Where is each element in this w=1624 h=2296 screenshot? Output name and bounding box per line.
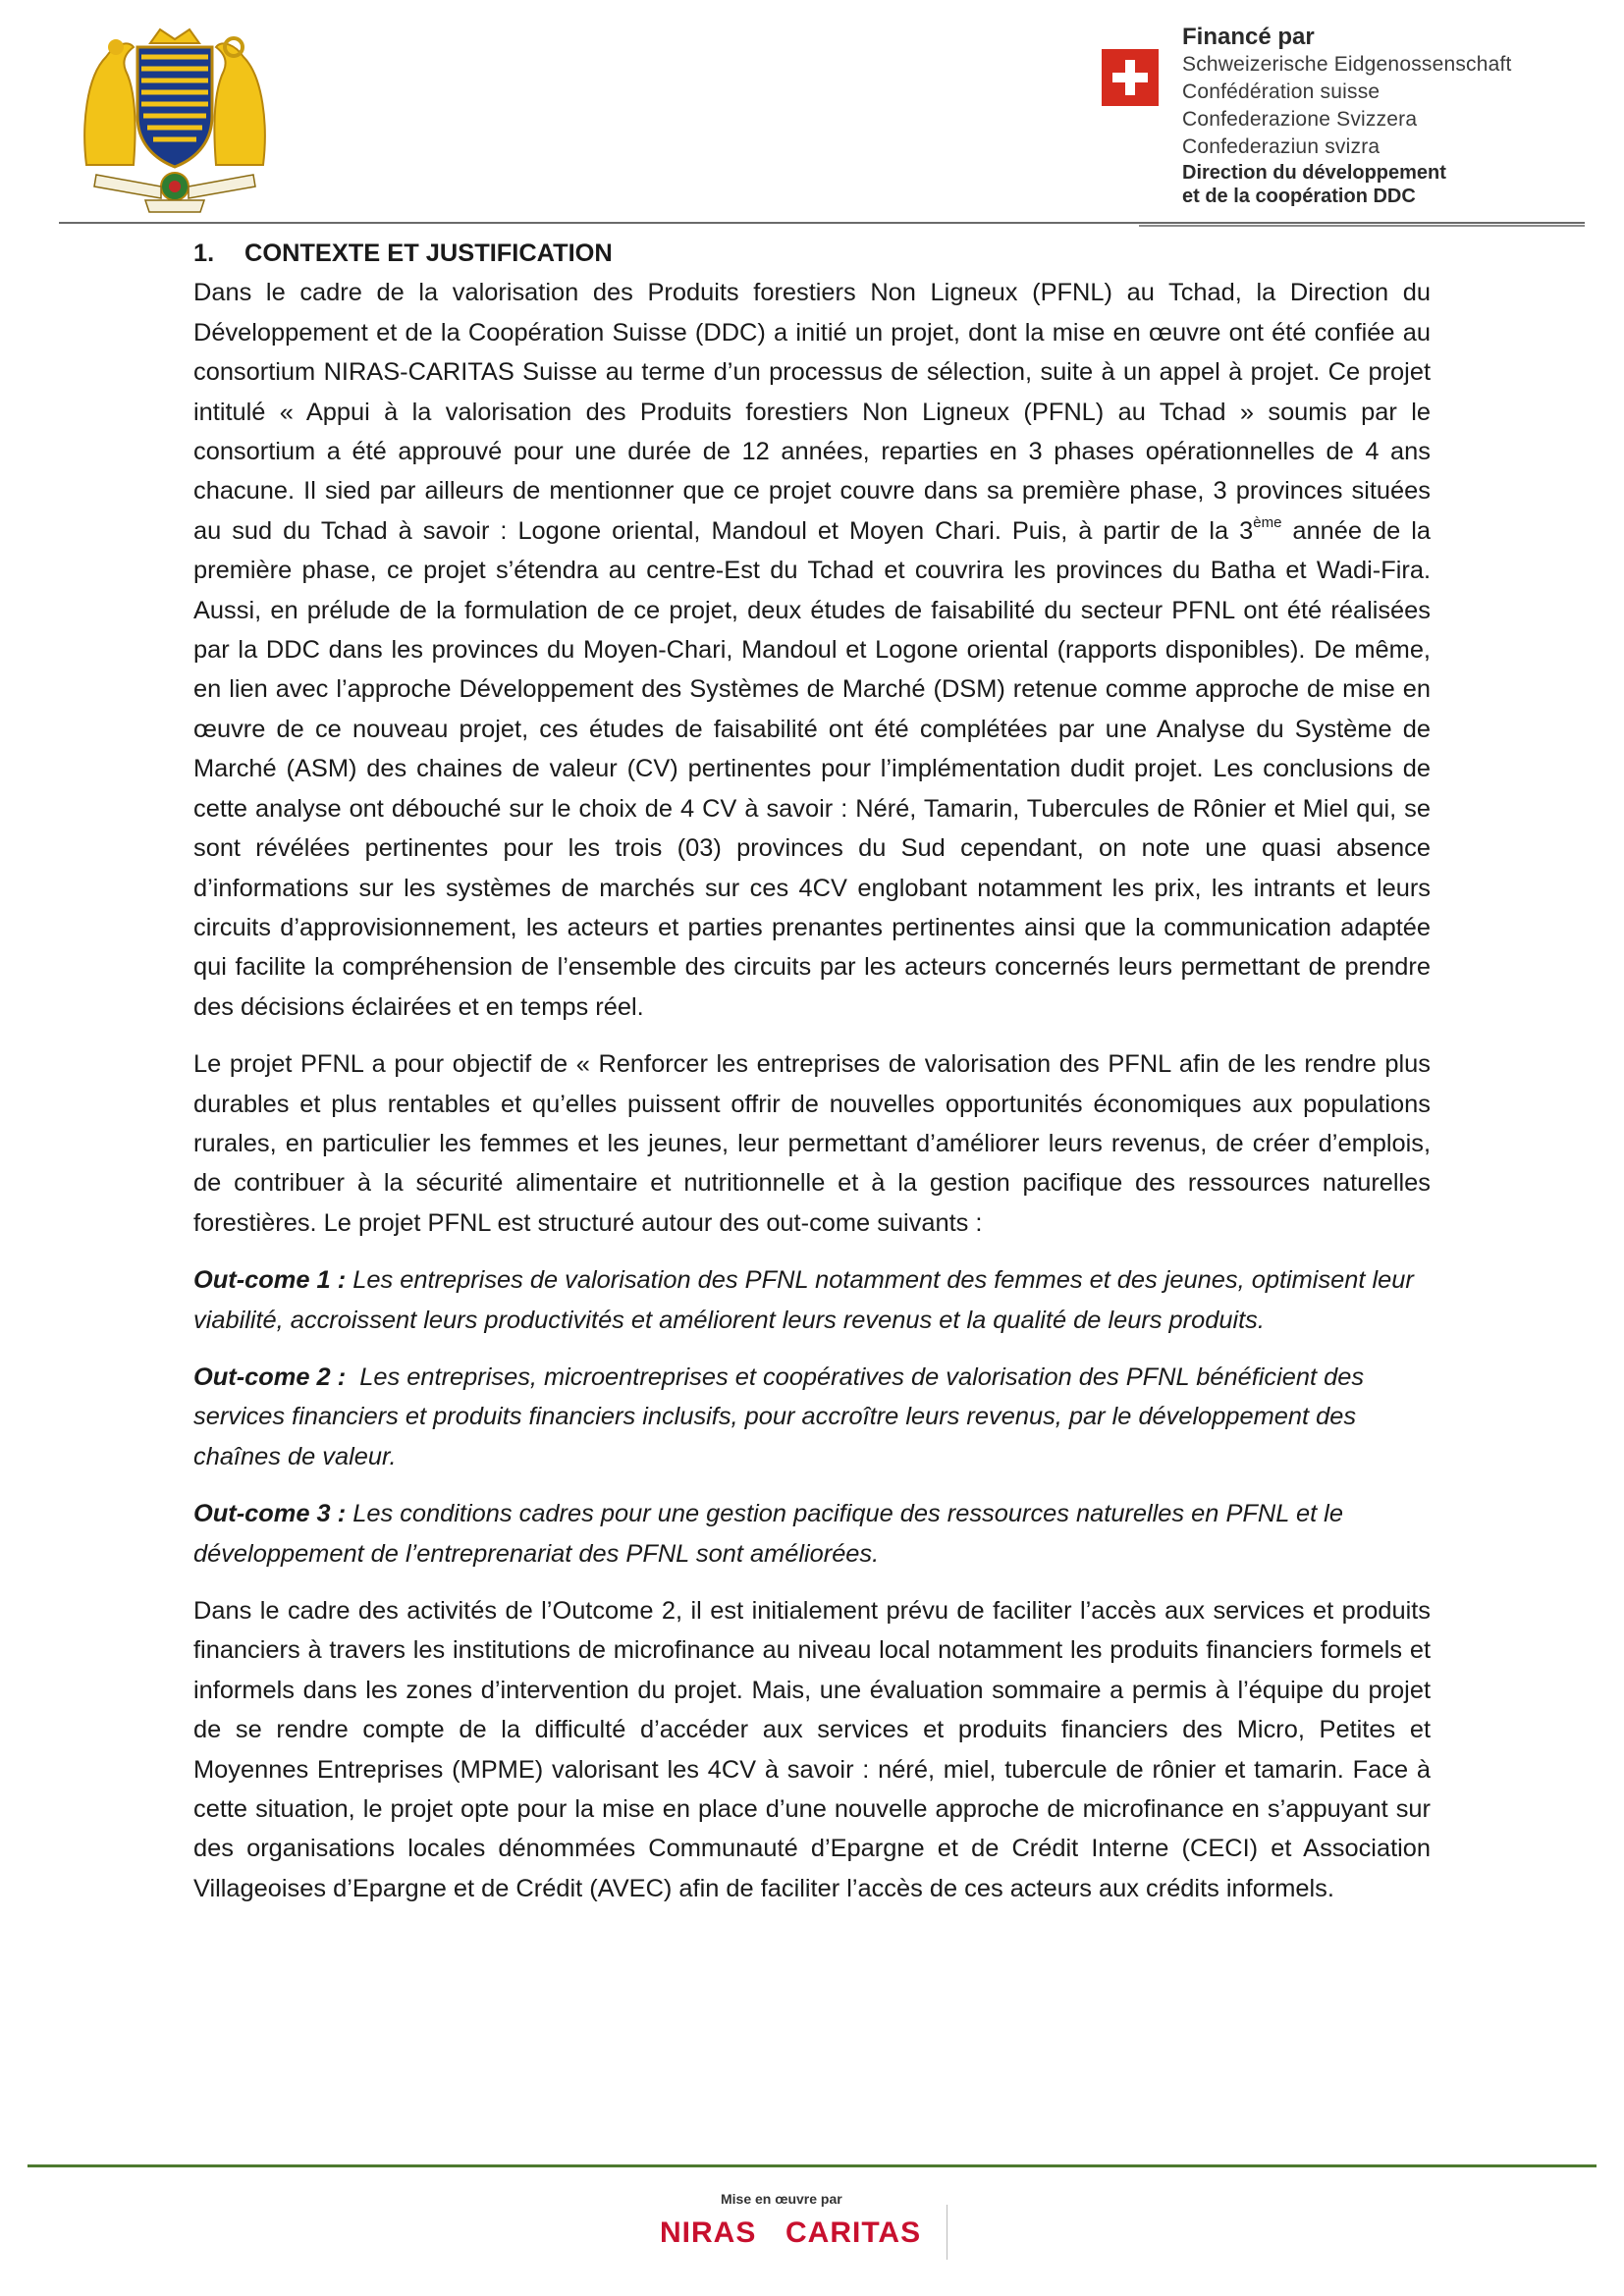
outcome-label: Out-come 2 : (193, 1362, 347, 1391)
niras-logo: NIRAS (660, 2216, 757, 2249)
superscript: ème (1253, 514, 1282, 532)
confederation-line: Confederazione Svizzera (1182, 108, 1418, 131)
outcome-text: Les conditions cadres pour une gestion pacifique des ressources naturelles en PFNL et le développement de l’entreprenariat des PFNL sont améliorées. (193, 1500, 1343, 1568)
header-divider (59, 222, 1585, 224)
outcome-item (193, 1494, 1431, 1574)
confederation-line: Schweizerische Eidgenossenschaft (1182, 53, 1512, 76)
caritas-logo: CARITAS (785, 2216, 922, 2249)
funded-by-label: Financé par (1182, 24, 1315, 50)
paragraph-objective: Le projet PFNL a pour objectif de « Renforcer les entreprises de valorisation des PFNL afin de les rendre plus durables et plus rentables et qu’elles puissent offrir de nouvelles opportunités économiques aux populations rurales, en particulier les femmes et les jeunes, leur permettant d’améliorer leurs revenus, de créer d’emplois, de contribuer à la sécurité alimentaire et nutritionnelle et à la gestion pacifique des ressources naturelles forestières. Le projet PFNL est structuré autour des out-come suivants : (193, 1050, 1431, 1237)
confederation-line: Confederaziun svizra (1182, 135, 1380, 158)
directorate-line: et de la coopération DDC (1182, 186, 1416, 207)
outcome-item (193, 1358, 1431, 1476)
paragraph-outcome2-activities: Dans le cadre des activités de l’Outcome 2, il est initialement prévu de faciliter l’accès aux services et produits financiers à travers les institutions de microfinance au niveau local notamment les produits financiers formels et informels dans les zones d’intervention du projet. Mais, une évaluation sommaire a permis à l’équipe du projet de se rendre compte de la difficulté d’accéder aux services et produits financiers des Micro, Petites et Moyennes Entreprises (MPME) valorisant les 4CV à savoir : néré, miel, tubercule de rônier et tamarin. Face à cette situation, le projet opte pour la mise en place d’une nouvelle approche de microfinance en s’appuyant sur des organisations locales dénommées Communauté d’Epargne et de Crédit Interne (CECI) et Association Villageoises d’Epargne et de Crédit (AVEC) afin de faciliter l’accès de ces acteurs aux crédits informels. (193, 1597, 1431, 1902)
outcome-item (193, 1260, 1431, 1340)
directorate-line: Direction du développement (1182, 162, 1446, 184)
section-number: 1. (193, 240, 215, 267)
chad-coat-of-arms-icon (77, 18, 273, 214)
implemented-by-caption: Mise en œuvre par (721, 2191, 842, 2207)
swiss-funder-block (1182, 24, 1614, 208)
footer-logos (660, 2187, 974, 2275)
outcome-text: Les entreprises, microentreprises et coopératives de valorisation des PFNL bénéficient des services financiers et produits financiers inclusifs, pour accroître leurs revenus, par le développement des chaînes de valeur. (193, 1362, 1372, 1470)
document-body (193, 234, 1431, 1908)
paragraph-text: Dans le cadre de la valorisation des Produits forestiers Non Ligneux (PFNL) au Tchad, la Direction du Développement et de la Coopération Suisse (DDC) a initié un projet, dont la mise en œuvre ont été confiée au consortium NIRAS-CARITAS Suisse au terme d’un processus de sélection, suite à un appel à projet. Ce projet intitulé « Appui à la valorisation des Produits forestiers Non Ligneux (PFNL) au Tchad » soumis par le consortium a été approuvé pour une durée de 12 années, reparties en 3 phases opérationnelles de 4 ans chacune. Il sied par ailleurs de mentionner que ce projet couvre dans sa première phase, 3 provinces situées au sud du Tchad à savoir : Logone oriental, Mandoul et Moyen Chari. Puis, à partir de la 3 (193, 279, 1431, 545)
footer-divider (27, 2164, 1597, 2167)
page-header (0, 0, 1624, 231)
paragraph-context (193, 273, 1431, 1027)
paragraph-text: année de la première phase, ce projet s’étendra au centre-Est du Tchad et couvrira les provinces du Batha et Wadi-Fira. Aussi, en prélude de la formulation de ce projet, deux études de faisabilité du secteur PFNL ont été réalisées par la DDC dans les provinces du Moyen-Chari, Mandoul et Logone oriental (rapports disponibles). De même, en lien avec l’approche Développement des Systèmes de Marché (DSM) retenue comme approche de mise en œuvre de ce nouveau projet, ces études de faisabilité ont été complétées par une Analyse du Système de Marché (ASM) des chaines de valeur (CV) pertinentes pour l’implémentation dudit projet. Les conclusions de cette analyse ont débouché sur le choix de 4 CV à savoir : Néré, Tamarin, Tubercules de Rônier et Miel qui, se sont révélées pertinentes pour les trois (03) provinces du Sud cependant, on note une quasi absence d’informations sur les systèmes de marchés sur ces 4CV englobant notamment les prix, les intrants et leurs circuits d’approvisionnement, les acteurs et parties prenantes pertinentes ainsi que la communication adaptée qui facilite la compréhension de l’ensemble des circuits par les acteurs concernés leurs permettant de prendre des décisions éclairées et en temps réel. (193, 516, 1431, 1021)
section-title: CONTEXTE ET JUSTIFICATION (244, 240, 613, 267)
header-divider-accent (1139, 225, 1585, 227)
swiss-flag-icon (1102, 49, 1159, 106)
outcome-text: Les entreprises de valorisation des PFNL notamment des femmes et des jeunes, optimisent leur viabilité, accroissent leurs productivités et améliorent leurs revenus et la qualité de leurs produits. (193, 1266, 1414, 1334)
confederation-line: Confédération suisse (1182, 80, 1380, 103)
outcome-label: Out-come 3 : (193, 1500, 347, 1528)
section-heading (193, 234, 1431, 273)
outcome-label: Out-come 1 : (193, 1266, 347, 1295)
caritas-logo-divider (947, 2205, 969, 2260)
